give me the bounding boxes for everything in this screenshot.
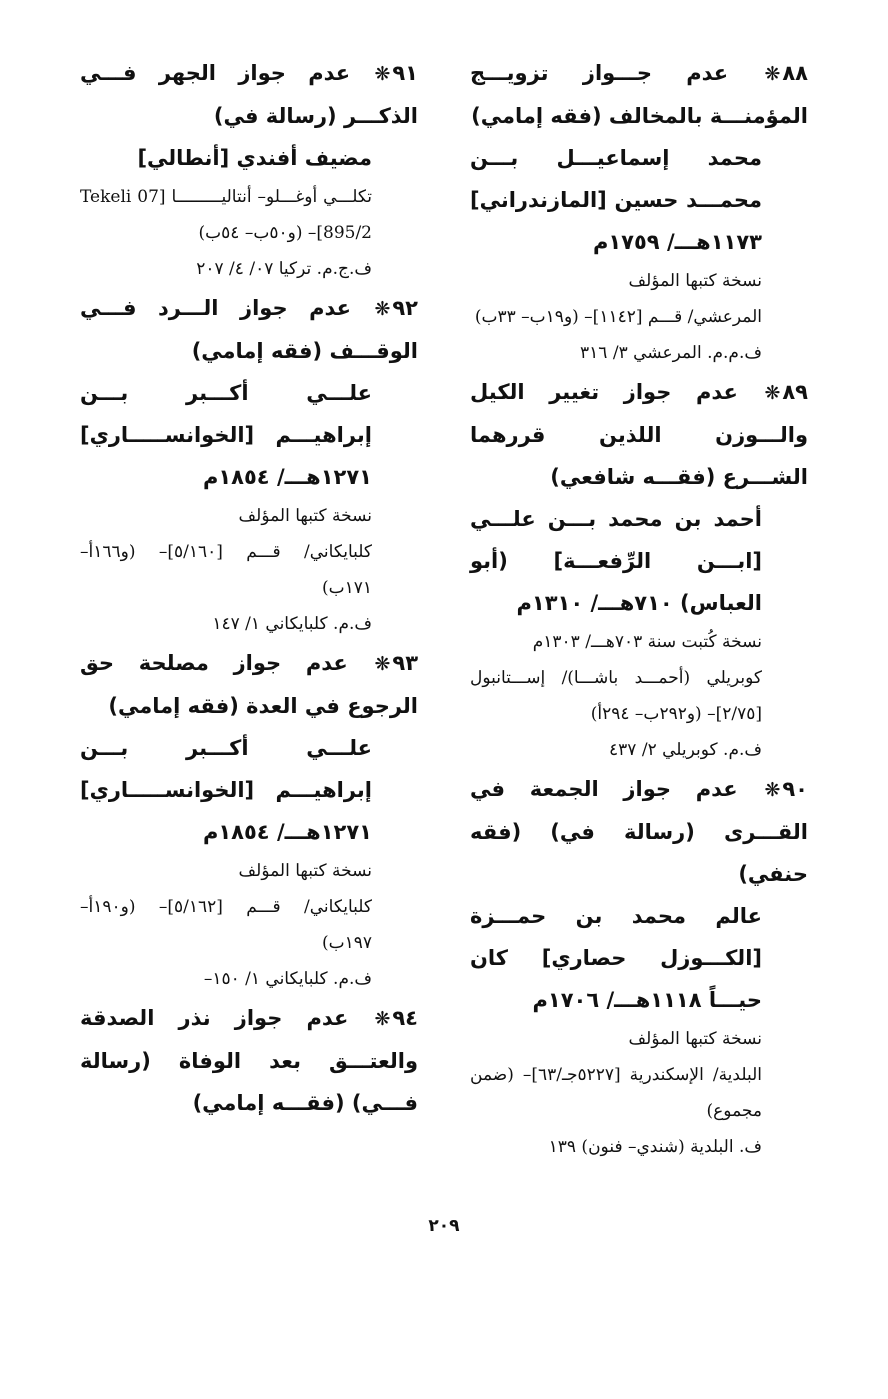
entry-location: تكلـــي أوغـــلو– أنتاليـــــــــا [07 Tekeli 895/2]– (و٥٠ب– ٥٤ب) <box>80 187 372 243</box>
entry-author: علـــي أكـــبر بـــن إبراهيـــم [الخوانســـــاري] ١٢٧١هـــ/ ١٨٥٤م <box>80 381 372 489</box>
asterisk-icon: ❋ <box>374 1008 391 1030</box>
entry-title <box>470 768 808 895</box>
entry-author: أحمد بن محمد بـــن علـــي [ابـــن الرِّفعـــة] (أبو العباس) ٧١٠هـــ/ ١٣١٠م <box>470 507 762 615</box>
entry-title-text: عدم جـــواز تزويـــج المؤمنـــة بالمخالف (فقه إمامي) <box>470 61 808 128</box>
entry-91 <box>80 52 418 287</box>
entry-number: ٨٩ <box>782 380 808 404</box>
entry-catalog: ف.م. كلبايكاني ١/ ١٤٧ <box>212 614 372 634</box>
entry-title <box>470 371 808 498</box>
entry-location: المرعشي/ قـــم [١١٤٢]– (و١٩ب– ٣٣ب) <box>474 307 762 327</box>
entry-title-text: عدم جواز نذر الصدقة والعتـــق بعد الوفاة (رسالة فـــي) (فقـــه إمامي) <box>80 1006 418 1115</box>
entry-number: ٨٨ <box>782 61 808 85</box>
entry-title-text: عدم جواز تغيير الكيل والـــوزن اللذين قررهما الشـــرع (فقـــه شافعي) <box>470 380 808 489</box>
entry-title-text: عدم جواز الـــرد فـــي الوقـــف (فقه إمامي) <box>80 296 418 363</box>
entry-title-text: عدم جواز الجهر فـــي الذكـــر (رسالة في) <box>80 61 418 128</box>
entry-copy-note: نسخة كتبها المؤلف <box>628 271 762 291</box>
left-column <box>80 52 418 1124</box>
entry-title <box>80 642 418 727</box>
entry-number: ٩٣ <box>392 651 419 675</box>
entry-number: ٩١ <box>392 61 418 85</box>
entry-94 <box>80 997 418 1124</box>
entry-location: كلبايكاني/ قـــم [٥/١٦٠]– (و١٦٦أ– ١٧١ب) <box>80 542 372 598</box>
asterisk-icon: ❋ <box>764 63 781 85</box>
entry-author: علـــي أكـــبر بـــن إبراهيـــم [الخوانســـــاري] ١٢٧١هـــ/ ١٨٥٤م <box>80 736 372 844</box>
asterisk-icon: ❋ <box>374 298 391 320</box>
entry-90 <box>470 768 808 1165</box>
entry-title <box>80 997 418 1124</box>
entry-title <box>80 52 418 137</box>
entry-title <box>470 52 808 137</box>
entry-92 <box>80 287 418 642</box>
page-number: ٢٠٩ <box>428 1216 460 1236</box>
entry-number: ٩٤ <box>392 1006 418 1030</box>
entry-catalog: ف. البلدية (شندي– فنون) ١٣٩ <box>548 1137 762 1157</box>
entry-copy-note: نسخة كتبها المؤلف <box>238 506 372 526</box>
entry-catalog: ف.م.م. المرعشي ٣/ ٣١٦ <box>580 343 762 363</box>
entry-catalog: ف.ج.م. تركيا ٠٧/ ٤/ ٢٠٧ <box>196 259 372 279</box>
entry-catalog: ف.م. كوبريلي ٢/ ٤٣٧ <box>609 740 762 760</box>
entry-copy-note: نسخة كتبها المؤلف <box>238 861 372 881</box>
entry-number: ٩٠ <box>782 777 808 801</box>
entry-title <box>80 287 418 372</box>
entry-88 <box>470 52 808 371</box>
entry-number: ٩٢ <box>392 296 418 320</box>
entry-location: كوبريلي (أحمـــد باشـــا)/ إســـتانبول [٢/٧٥]– (و٢٩٢ب– ٢٩٤أ) <box>470 668 762 724</box>
entry-author: عالم محمد بن حمـــزة [الكـــوزل حصاري] كان حيـــاً ١١١٨هـــ/ ١٧٠٦م <box>470 904 762 1012</box>
asterisk-icon: ❋ <box>764 382 781 404</box>
entry-89 <box>470 371 808 768</box>
right-column <box>470 52 808 1165</box>
entry-location: البلدية/ الإسكندرية [٥٢٢٧جـ/٦٣]– (ضمن مجموع) <box>470 1065 763 1121</box>
entry-title-text: عدم جواز الجمعة في القـــرى (رسالة في) (فقه حنفي) <box>470 777 808 886</box>
entry-93 <box>80 642 418 997</box>
entry-author: مضيف أفندي [أنطالي] <box>137 146 372 170</box>
entry-title-text: عدم جواز مصلحة حق الرجوع في العدة (فقه إمامي) <box>80 651 418 718</box>
entry-author: محمد إسماعيـــل بـــن محمـــد حسين [المازندراني] ١١٧٣هـــ/ ١٧٥٩م <box>470 146 762 254</box>
entry-catalog: ف.م. كلبايكاني ١/ ١٥٠– <box>203 969 372 989</box>
asterisk-icon: ❋ <box>764 779 781 801</box>
asterisk-icon: ❋ <box>374 653 391 675</box>
entry-copy-note: نسخة كُتبت سنة ٧٠٣هـــ/ ١٣٠٣م <box>532 632 762 652</box>
asterisk-icon: ❋ <box>374 63 391 85</box>
entry-copy-note: نسخة كتبها المؤلف <box>628 1029 762 1049</box>
entry-location: كلبايكاني/ قـــم [٥/١٦٢]– (و١٩٠أ– ١٩٧ب) <box>80 897 372 953</box>
